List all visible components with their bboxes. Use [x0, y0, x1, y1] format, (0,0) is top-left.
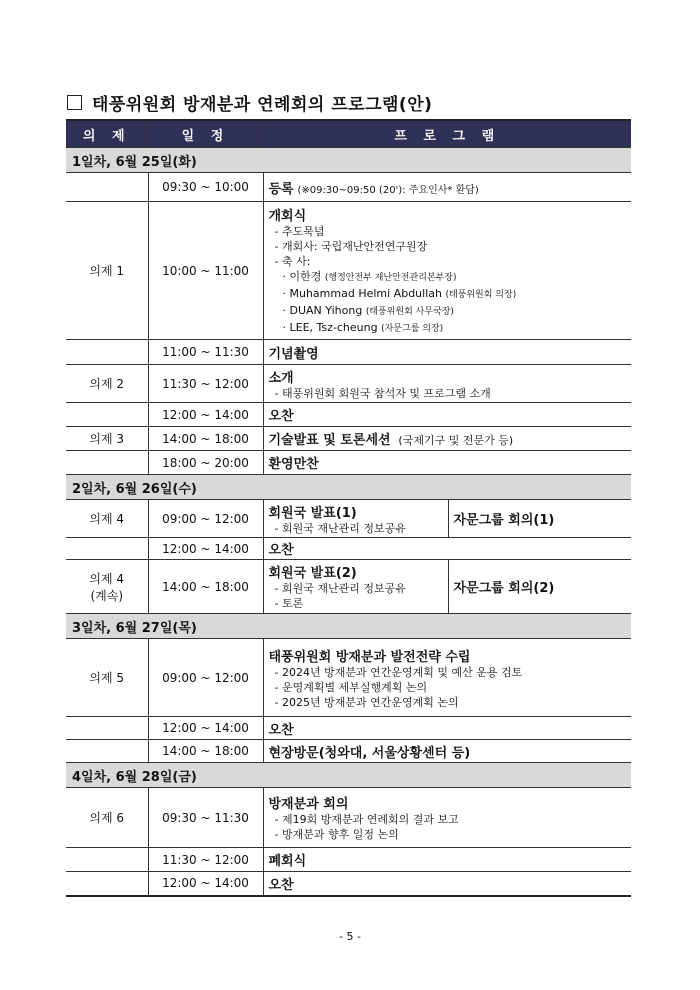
time-cell: 14:00 ~ 18:00 [148, 427, 263, 451]
program-cell [263, 848, 631, 872]
program-item: - 운영계획별 세부실행계획 논의 [274, 680, 428, 694]
table-row [66, 717, 631, 740]
agenda-continued: (계속) [90, 588, 124, 603]
speaker-item [269, 286, 627, 303]
program-cell [263, 639, 631, 717]
table-row [66, 560, 631, 614]
table-header-row [66, 120, 631, 148]
speaker-role: (자문그룹 의장) [381, 323, 444, 334]
speaker-item [269, 320, 627, 337]
program-cell [263, 872, 631, 896]
program-item: - 축 사: [274, 254, 311, 268]
table-row [66, 639, 631, 717]
program-table [66, 119, 631, 897]
agenda-cell: 의제 3 [66, 427, 148, 451]
time-cell: 14:00 ~ 18:00 [148, 740, 263, 763]
speaker-role: (태풍위원회 사무국장) [365, 306, 454, 317]
time-cell: 10:00 ~ 11:00 [148, 202, 263, 340]
agenda-cell [66, 340, 148, 365]
page-number: - 5 - [339, 930, 361, 943]
side-cell [448, 560, 631, 614]
time-cell: 12:00 ~ 14:00 [148, 538, 263, 560]
header-program: 프 로 그 램 [263, 120, 631, 148]
day-row [66, 475, 631, 500]
program-title: 현장방문(청와대, 서울상황센터 등) [268, 745, 471, 761]
program-item: - 방재분과 향후 일정 논의 [274, 828, 399, 841]
program-cell [263, 740, 631, 763]
speaker-name: · DUAN Yihong [282, 303, 363, 317]
time-cell: 09:30 ~ 11:30 [148, 788, 263, 848]
program-item: - 2024년 방재분과 연간운영계획 및 예산 운용 검토 [274, 665, 523, 679]
agenda-cell: 의제 6 [66, 788, 148, 848]
table-row [66, 788, 631, 848]
day-label: 4일차, 6월 28일(금) [66, 763, 631, 788]
program-cell [263, 788, 631, 848]
table-row [66, 740, 631, 763]
time-cell: 09:30 ~ 10:00 [148, 173, 263, 202]
program-title: 개회식 [268, 208, 307, 224]
program-title: 오찬 [268, 877, 294, 893]
program-item: - 회원국 재난관리 정보공유 [274, 521, 406, 535]
document-title [67, 90, 432, 115]
side-title: 자문그룹 회의(2) [453, 581, 555, 596]
agenda-cell [66, 717, 148, 740]
time-cell: 09:00 ~ 12:00 [148, 500, 263, 538]
side-cell [448, 500, 631, 538]
time-cell: 11:30 ~ 12:00 [148, 848, 263, 872]
header-schedule: 일 정 [148, 120, 263, 148]
speaker-item [269, 303, 627, 320]
program-cell [263, 560, 448, 614]
program-item: - 제19회 방재분과 연례회의 결과 보고 [274, 813, 459, 826]
agenda-cell [66, 560, 148, 614]
day-row [66, 763, 631, 788]
program-title: 소개 [268, 370, 294, 386]
time-cell: 11:30 ~ 12:00 [148, 365, 263, 403]
program-cell [263, 365, 631, 403]
table-row [66, 340, 631, 365]
side-title: 자문그룹 회의(1) [453, 513, 555, 528]
time-cell: 09:00 ~ 12:00 [148, 639, 263, 717]
header-agenda: 의 제 [66, 120, 148, 148]
table-row [66, 173, 631, 202]
agenda-cell [66, 740, 148, 763]
time-cell: 12:00 ~ 14:00 [148, 717, 263, 740]
program-title: 기념촬영 [268, 346, 319, 362]
program-title: 회원국 발표(2) [268, 566, 357, 581]
program-title: 오찬 [268, 409, 294, 424]
checkbox-square-icon [67, 95, 82, 110]
program-title: 환영만찬 [268, 457, 319, 472]
program-cell [263, 173, 631, 202]
speaker-name: · 이한경 [282, 269, 322, 283]
program-cell [263, 500, 448, 538]
speaker-item [269, 269, 627, 286]
table-row [66, 403, 631, 427]
table-row [66, 427, 631, 451]
program-cell [263, 202, 631, 340]
program-item: - 2025년 방재분과 연간운영계획 논의 [274, 695, 459, 709]
agenda-cell: 의제 4 [66, 500, 148, 538]
program-cell [263, 451, 631, 475]
agenda-cell [66, 451, 148, 475]
day-label: 2일차, 6월 26일(수) [66, 475, 631, 500]
table-row [66, 500, 631, 538]
document-title-text: 태풍위원회 방재분과 연례회의 프로그램(안) [92, 95, 433, 115]
speaker-name: · LEE, Tsz-cheung [282, 320, 378, 334]
program-cell [263, 340, 631, 365]
day-label: 3일차, 6월 27일(목) [66, 614, 631, 639]
time-cell: 12:00 ~ 14:00 [148, 872, 263, 896]
table-row [66, 538, 631, 560]
agenda-cell [66, 403, 148, 427]
time-cell: 11:00 ~ 11:30 [148, 340, 263, 365]
agenda-cell: 의제 5 [66, 639, 148, 717]
speaker-role: (행정안전부 재난안전관리본부장) [324, 272, 457, 283]
program-item: - 추도묵념 [274, 224, 325, 238]
table-row [66, 365, 631, 403]
agenda-cell: 의제 1 [66, 202, 148, 340]
program-cell [263, 717, 631, 740]
agenda-cell [66, 538, 148, 560]
program-title: 태풍위원회 방재분과 발전전략 수립 [268, 649, 471, 665]
program-item: - 회원국 재난관리 정보공유 [274, 582, 406, 595]
program-item: - 태풍위원회 회원국 참석자 및 프로그램 소개 [274, 386, 491, 400]
table-row [66, 451, 631, 475]
program-cell [263, 403, 631, 427]
table-row [66, 848, 631, 872]
day-row [66, 148, 631, 173]
program-desc: (국제기구 및 전문가 등) [398, 434, 514, 447]
time-cell: 12:00 ~ 14:00 [148, 403, 263, 427]
program-title: 회원국 발표(1) [268, 505, 357, 521]
program-title: 오찬 [268, 722, 294, 738]
agenda-cell: 의제 2 [66, 365, 148, 403]
day-row [66, 614, 631, 639]
agenda-cell [66, 848, 148, 872]
program-cell [263, 427, 631, 451]
program-title: 폐회식 [268, 854, 307, 869]
agenda-label: 의제 4 [89, 571, 125, 586]
program-note: (※09:30~09:50 (20'): 주요인사* 환담) [297, 184, 479, 196]
program-title: 방재분과 회의 [268, 797, 349, 812]
program-title: 오찬 [268, 543, 294, 558]
time-cell: 14:00 ~ 18:00 [148, 560, 263, 614]
program-title: 기술발표 및 토론세션 [268, 433, 391, 448]
speaker-role: (태풍위원회 의장) [445, 289, 517, 300]
day-label: 1일차, 6월 25일(화) [66, 148, 631, 173]
table-row [66, 202, 631, 340]
program-item: - 개회사: 국립재난안전연구원장 [274, 239, 428, 253]
program-item: - 토론 [274, 597, 304, 610]
table-row [66, 872, 631, 896]
agenda-cell [66, 872, 148, 896]
time-cell: 18:00 ~ 20:00 [148, 451, 263, 475]
agenda-cell [66, 173, 148, 202]
speaker-name: · Muhammad Helmi Abdullah [282, 286, 442, 300]
program-title: 등록 [268, 181, 294, 197]
program-cell [263, 538, 631, 560]
